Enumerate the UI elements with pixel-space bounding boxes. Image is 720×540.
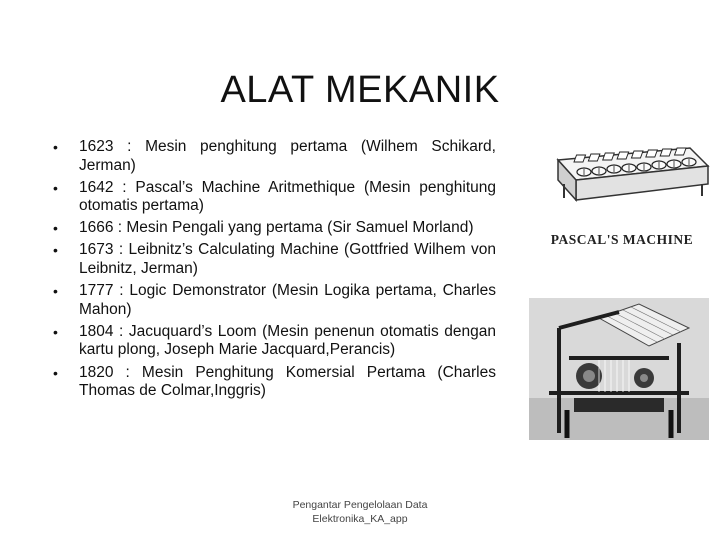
list-item: [50, 241, 496, 278]
bullet-text: 1623 : Mesin penghitung pertama (Wilhem Schikard, Jerman): [79, 138, 496, 174]
bullet-icon: •: [53, 220, 58, 237]
slide-title: ALAT MEKANIK: [220, 69, 500, 112]
bullet-text: 1804 : Jacuquard’s Loom (Mesin penenun otomatis dengan kartu plong, Joseph Marie Jacquard,Perancis): [79, 322, 496, 359]
svg-text:PASCAL'S MACHINE: PASCAL'S MACHINE: [550, 232, 694, 247]
footer-line: Elektronika_KA_app: [312, 513, 408, 525]
bullet-text: 1666 : Mesin Pengali yang pertama (Sir Samuel Morland): [79, 219, 474, 237]
list-item: [50, 138, 496, 175]
bullet-text: 1820 : Mesin Penghitung Komersial Pertama (Charles Thomas de Colmar,Inggris): [79, 363, 496, 400]
list-item: [50, 323, 496, 360]
list-item: [50, 179, 496, 216]
bullet-icon: •: [53, 242, 58, 259]
bullet-icon: •: [53, 283, 58, 300]
bullet-icon: •: [53, 139, 58, 155]
bullet-text: 1673 : Leibnitz’s Calculating Machine (Gottfried Wilhem von Leibnitz, Jerman): [79, 241, 496, 278]
list-item: [50, 282, 496, 319]
bullet-list: [50, 138, 496, 404]
bullet-text: 1642 : Pascal’s Machine Aritmethique (Mesin penghitung otomatis pertama): [79, 178, 496, 215]
slide-footer: [250, 498, 470, 526]
footer-line: Pengantar Pengelolaan Data: [292, 499, 428, 511]
list-item: [50, 364, 496, 401]
bullet-icon: •: [53, 179, 58, 196]
list-item: [50, 219, 496, 238]
jacquard-loom-image: [529, 298, 709, 440]
bullet-icon: •: [53, 364, 58, 381]
pascal-machine-image: [530, 140, 715, 258]
bullet-text: 1777 : Logic Demonstrator (Mesin Logika pertama, Charles Mahon): [79, 282, 496, 318]
bullet-icon: •: [53, 323, 58, 340]
